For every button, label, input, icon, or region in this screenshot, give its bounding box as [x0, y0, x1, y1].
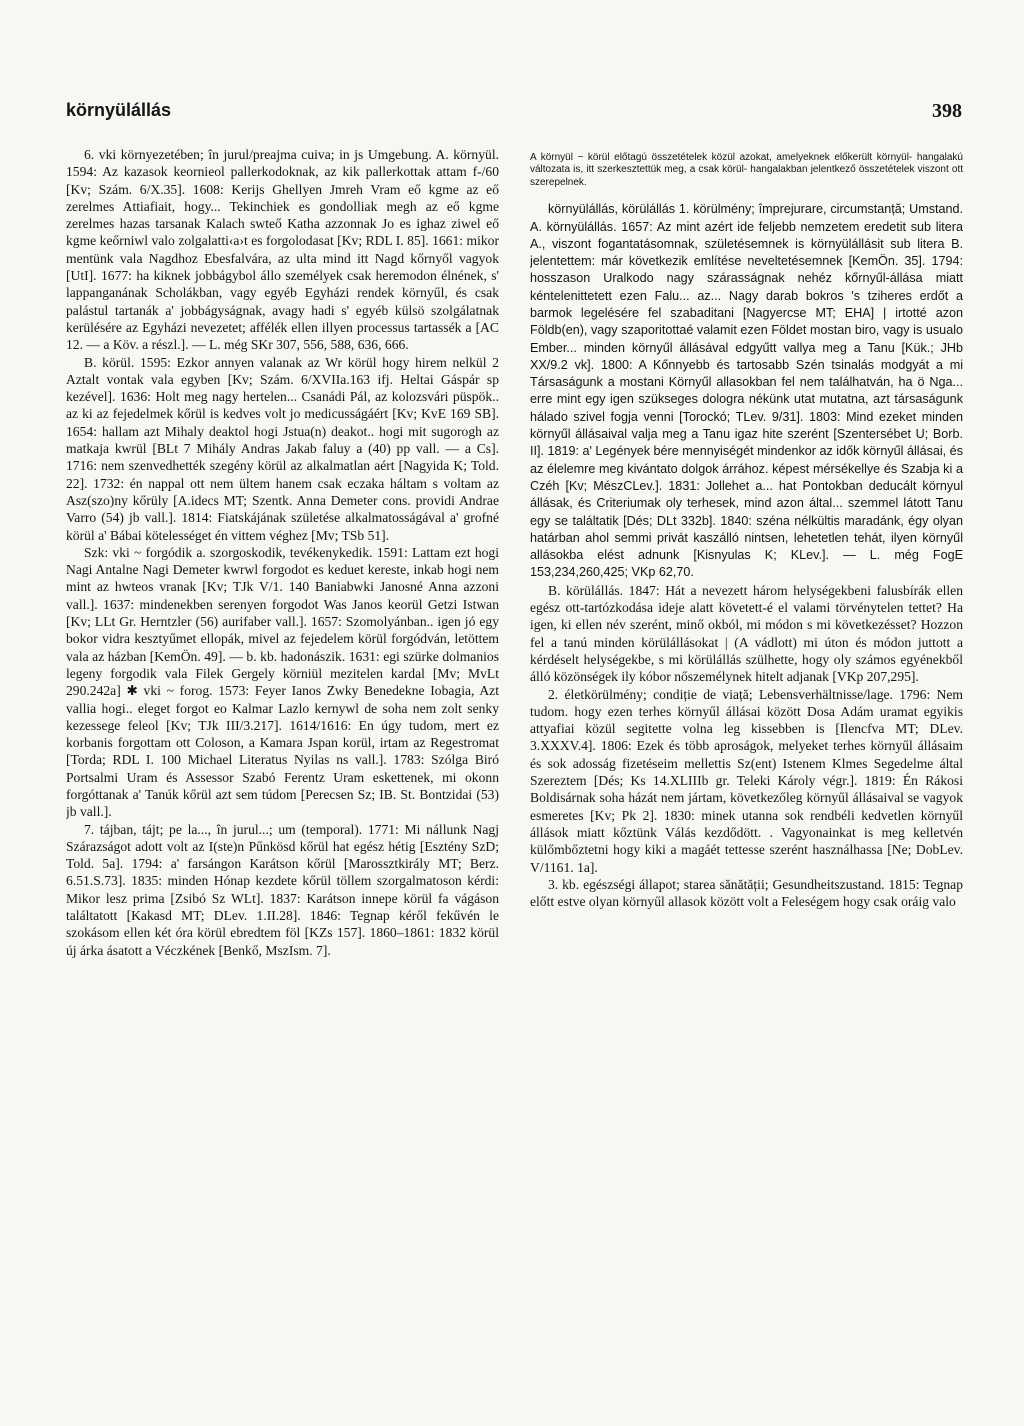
- sense-6-paragraph: 6. vki környezetében; în jurul/preajma cuiva; in js Umgebung. A. környül. 1594: Az kazasok keornieol pallerkodoknak, az kik pallerkottak attam f-/60 [Kv; Szám. 6/X.35]. 1608: Kerijs Ghellyen Jmreh Vram eő kgme az eő zerelmes Attiafiait, hogy... Tekinchiek es gondolliak megh az eő kgme zerelmes hazas tarsanak Kalach swteő Katha azzonnak Jo es ighaz ziwel eő kgme keőrniwl valo zolgalatti‹a›t es forgolodasat [Kv; RDL I. 85]. 1661: mikor mentünk vala Nagdhoz Ebesfalvára, az ulta mind itt Nagd kőrnyől vagyok [UtI]. 1677: ha kiknek jobbágybol állo személyek csak heremodon élnének, s' lappanganának Scholákban, vagy egyéb Egyházi rendek környűl, és csak palástul tartanák a' jobbágyságnak, avagy hadi s' egyéb külsö szolgálatnak kerülésére az Egyházi nevezetet; affélék ellen illyen processus tartassék a [AC 12. — a Köv. a részl.]. — L. még SKr 307, 556, 588, 636, 666.: [66, 147, 499, 353]
- page-number: 398: [932, 100, 962, 122]
- right-column: [530, 146, 963, 1416]
- running-head: környülállás: [66, 100, 172, 120]
- entry-headword-paragraph: környülállás, körülállás 1. körülmény; împrejurare, circumstanță; Umstand. A. környülállás. 1657: Az mint azért ide feljebb nemzetem eredetit sub litera A., viszont fogantatásomnak, születésemnek is környülállásit sub litera B. jelentettem: már következik említése neveltetésemnek [KemÖn. 35]. 1794: hosszason Uralkodo nagy szárasságnak nehéz kőrnyűl-állása miatt kéntelenittetett ezen Falu... az... Nagy darab bokros 's tziheres erdőt a barmok legelésére fel szabaditani [Nagyercse MT; EHA] | irtotté azon Földb(en), vagy szaporitottaé valamit ezen Földet mostan biro, vagy is usualo Ember... minden környűl állásával edgyűtt vallya meg a Tanu [Kük.; JHb XX/9.2 vk]. 1800: A Kőnnyebb és tartosabb Szén tsinalás modgyát a mi Társaságunk a mostani Környűl allasokban fel nem találhatván, ha ö Nga... erre mint egy igen szükseges dologra nékünk utat mutatna, azt társaságunk hálado szivel fogja venni [Torockó; TLev. 9/31]. 1803: Mind ezeket minden környűl állásaival valja meg a Tanu igaz hite szerént [Szentersébet U; Borb. II]. 1819: a' Legények bére mennyiségét mindenkor az idők környűl állásai, és az élelemre meg kivántato dolgok árrához. képest mérsékellye és Szabja ki a Czéh [Kv; MészCLev.]. 1831: Jollehet a... hat Pontokban deducált környul állásak, és Criteriumak oly terhesek, mind azon által... szemmel látott Tanu egy se találtatik [Dés; DLt 332b]. 1840: széna nélkültis maradánk, égy olyan határban ahol semmi privát kaszálló nintsen, lehetetlen tehát, ilyen környűl allásokba elést adnunk [Kisnyulas K; KLev.]. — L. még FogE 153,234,260,425; VKp 62,70.: [530, 202, 963, 580]
- page-header: [66, 100, 962, 130]
- sense-2-paragraph: 2. életkörülmény; condiție de viață; Lebensverhältnisse/lage. 1796: Nem tudom. hogy ezen terhes környűl állásai között Dosa Adám uramat egyikis attyafiai közül segitette volna leg kissebben is [Ilencfva MT; DLev. 3.XXXV.4]. 1806: Ezek és több aproságok, melyeket terhes környűl állásaim és sok adosság fizetéseim mellettis Sz(ent) Istenem Klmes Segedelme által Szereztem [Dés; Ks 14.XLIIIb gr. Teleki Károly végr.]. 1819: Én Rákosi Boldisárnak soha házát nem jártam, következőleg környűl állásaival se vagyok esmeretes [Kv; Pk 2]. 1830: minek utanna sok rendbéli kedvetlen környűl állások miatt kőztünk Válás kezdődött. . Vagyonainkat is meg kelletvén külőmbőztetni hogy kiki a magáét tettesse szerént használhassa [Ne; DobLev. V/1161. 1a].: [530, 686, 963, 875]
- sense-b-paragraph: B. körülállás. 1847: Hát a nevezett három helységekbeni falusbírák ellen egész ott-tartózkodása ideje alatt követett-é el valami törvénytelen tettet? Ha igen, ki ellen név szerént, minő okból, mi módon s mi következésset? Hozzon fel a tanú minden körülállásokat | (A vádlott) mi úton és módon juttott a kérdéselt helységekbe, s mi körülállás szülhette, hogy oly számos egyénekből álló közönségek ily kóbor nőszemélynek hitelt adjanak [VKp 207,295].: [530, 582, 963, 685]
- left-column: [66, 146, 499, 1416]
- idiom-paragraph: Szk: vki ~ forgódik a. szorgoskodik, tevékenykedik. 1591: Lattam ezt hogi Nagi Antalne Nagi Demeter kwrwl forgodot es keduet kereste, inkab hogi nem mint az hwteos vranak [Kv; TJk V/1. 140 Baniabwki Janosné Anna azzoni vall.]. 1637: mindenekben serenyen forgodot Was Janos keorül Getzi Istwan [Kv; LLt Gr. Herntzler (56) aurifaber vall.]. 1657: Szomolyánban.. igen jó egy bokor vidra kesztyűmet ellopák, mivel az fejedelem körül forgódván, letöttem vala az házban [KemÖn. 49]. — b. kb. hadonászik. 1631: egi szürke dolmanios legeny forgodik vala Filek Gergely körniül mezitelen kardal [Mv; MvLt 290.242a] ✱ vki ~ forog. 1573: Feyer Ianos Zwky Benedekne Iobagia, Azt vallia hogi.. eleget forgot eo Kalmar Lazlo kernywl de soha nem zolt senky kezessege feleol [Kv; TJk III/3.217]. 1614/1616: En úgy tudom, mert ez korbanis forgottam ott Coloson, a Kamara Jspan korül, irtam az Regestromat [Torda; RDL I. 100 Michael Literatus Nyilas ns vall.]. 1783: Szólga Biró Portsalmi Uram és Assessor Szabó Ferentz Uram eskettenek, mi okonn forgóttanak a' Tanúk kőrül azt sem túdom [Perecsen Sz; IB. St. Bontzidai (53) jb vall.].: [66, 544, 499, 820]
- sense-6b-paragraph: B. körül. 1595: Ezkor annyen valanak az Wr körül hogy hirem nelkül 2 Aztalt vontak vala egyben [Kv; Szám. 6/XVIIa.163 ifj. Heltai Gáspár sp kezével]. 1636: Holt meg nagy hertelen... Csanádi Pál, az kolozsvári püspök.. az ki az fejedelmek kőrül is kedves volt jo medicusságáért [Kv; KvE 169 SB]. 1654: hallam azt Mihaly deaktol hogi Jstua(n) deakot.. hogi mit sugorogh az matkaja kwrül [BLt 7 Mihály Andras Jakab faluy a (40) pp vall. — a Cs]. 1716: nem szenvedhették szegény körül az alkalmatlan aért [Nagyida K; Told. 22]. 1732: én nappal ott nem ültem hanem csak eczaka háltam s voltam az Asz(szo)ny kőrüly [A.idecs MT; Szentk. Anna Demeter cons. providi Andrae Varro (54) jb vall.]. 1814: Fiatskájának születése alkalmatosságával a' grofné körül a' Bábai kötelességet én vittem véghez [Mv; TSb 51].: [66, 354, 499, 543]
- sense-7-paragraph: 7. tájban, tájt; pe la..., în jurul...; um (temporal). 1771: Mi nállunk Nagj Szárazságot adott volt az I(ste)n Pűnkösd kőrül hat egész hétig [Esztény SzD; Told. 5a]. 1794: a' farsángon Karátson kőrül [Marossztkirály MT; Berz. 6.51.S.73]. 1835: minden Hónap kezdete kőrül töllem szorgalmatoson kérdi: Mikor lesz prima [Zsibó Sz WLt]. 1837: Karátson innepe körül fa vágáson találtatott [Kakasd MT; DLev. 1.II.28]. 1846: Tegnap kéről fekűvén le szokásom ellen két óra körül ebredtem föl [KZs 157]. 1860–1861: 1832 körül új árka ásatott a Véczkének [Benkő, MszIsm. 7].: [66, 821, 499, 958]
- editorial-note: A környül ~ körül előtagú összetételek közül azokat, amelyeknek előkerült környül- hangalakú változata is, itt szerkesztettük meg, a csak körül- hangalakban jelentkező összetételek viszont ott szerepelnek.: [530, 152, 963, 188]
- sense-3-paragraph: 3. kb. egészségi állapot; starea sănătății; Gesundheitszustand. 1815: Tegnap előtt estve olyan környűl allasok között volt a Feleségem hogy csak oráig valo: [530, 876, 963, 910]
